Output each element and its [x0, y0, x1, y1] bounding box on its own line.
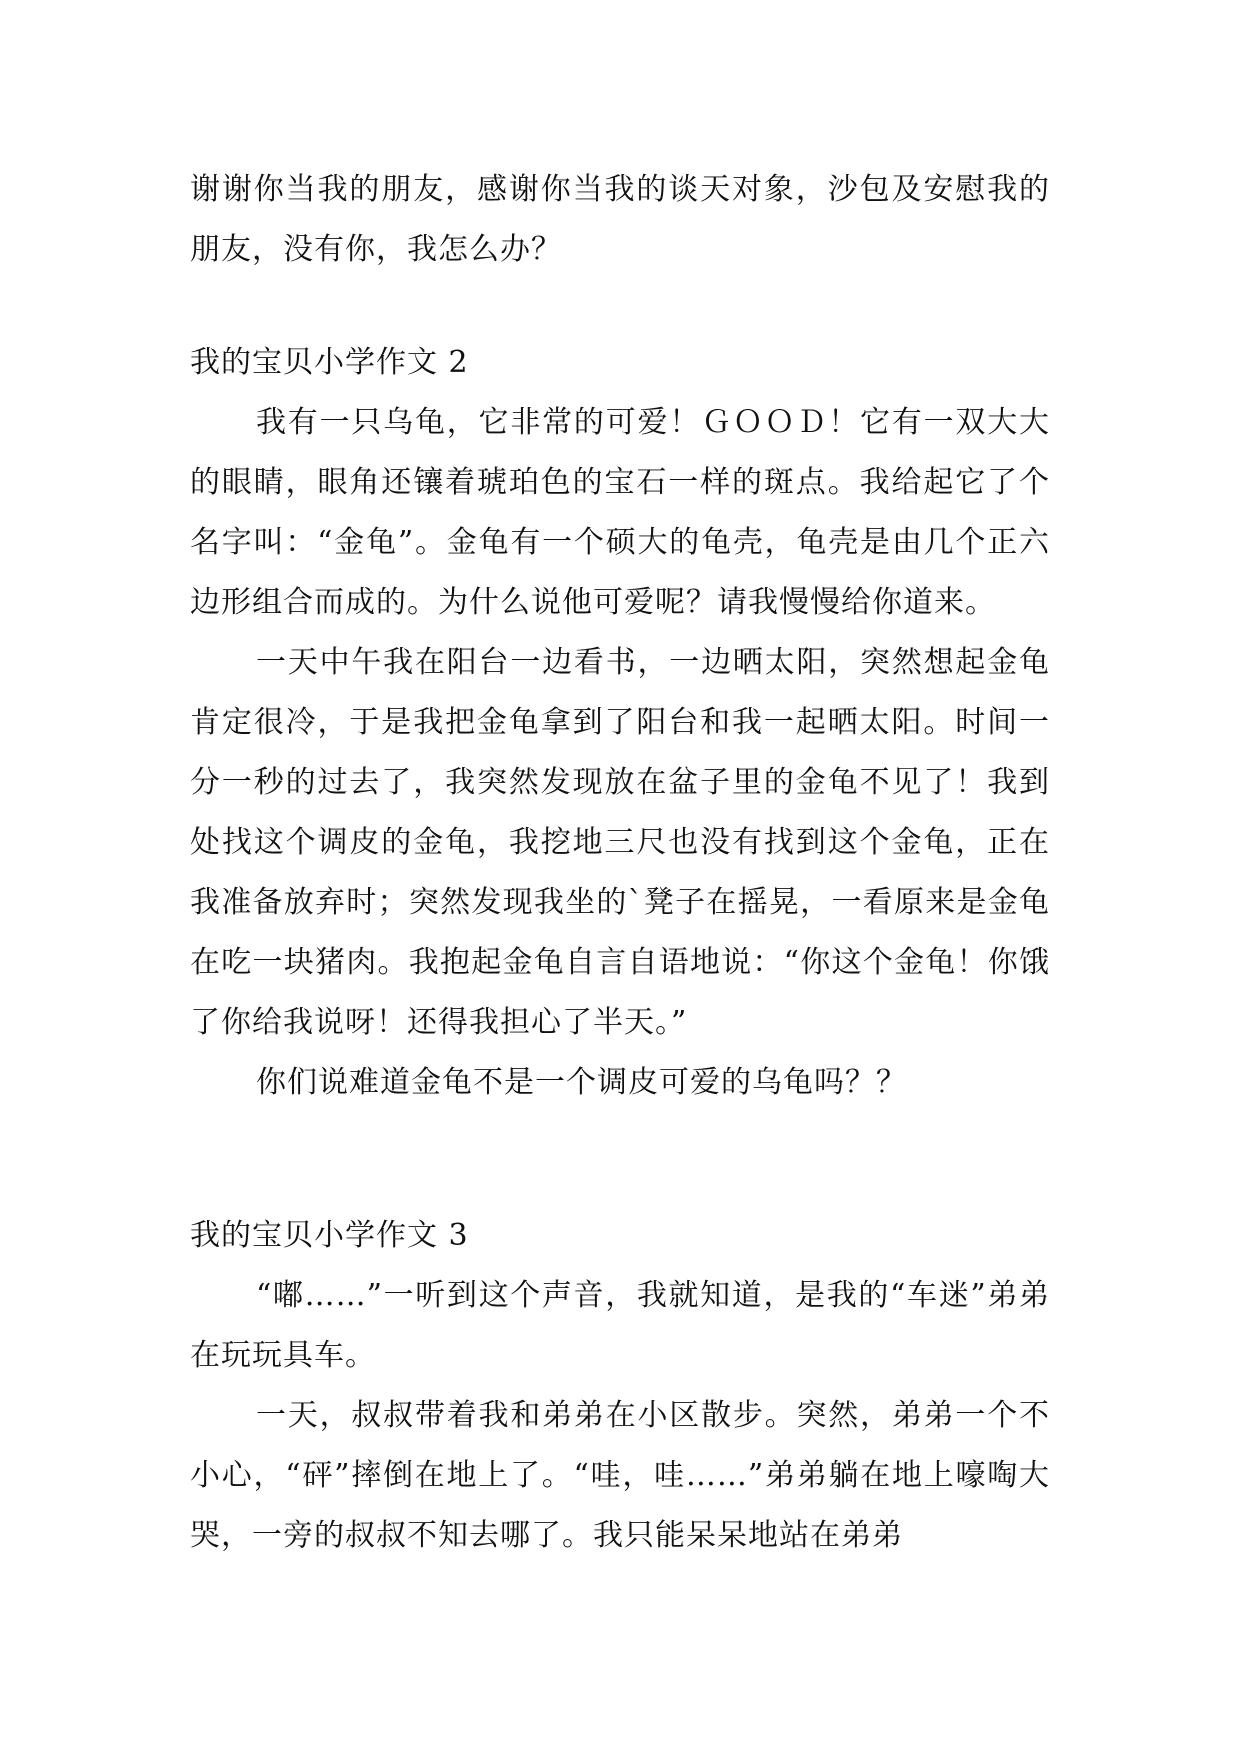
essay-3-section: [190, 1206, 1050, 1566]
intro-closing-paragraph: 谢谢你当我的朋友，感谢你当我的谈天对象，沙包及安慰我的朋友，没有你，我怎么办？: [190, 172, 1050, 267]
intro-section: [190, 160, 1050, 280]
essay-3-title: 我的宝贝小学作文 3: [190, 1218, 469, 1253]
essay-3-paragraph-1: “嘟……”一听到这个声音，我就知道，是我的“车迷”弟弟在玩玩具车。: [190, 1278, 1050, 1373]
essay-2-section: [190, 333, 1050, 1113]
essay-2-paragraph-1: 我有一只乌龟，它非常的可爱！ＧＯＯＤ！它有一双大大的眼睛，眼角还镶着琥珀色的宝石一样的斑点。我给起它了个名字叫：“金龟”。金龟有一个硕大的龟壳，龟壳是由几个正六边形组合而成的。为什么说他可爱呢？请我慢慢给你道来。: [190, 405, 1050, 620]
essay-3-paragraph-2: 一天，叔叔带着我和弟弟在小区散步。突然，弟弟一个不小心，“砰”摔倒在地上了。“哇，哇……”弟弟躺在地上嚎啕大哭，一旁的叔叔不知去哪了。我只能呆呆地站在弟弟: [190, 1398, 1050, 1553]
essay-2-paragraph-3: 你们说难道金龟不是一个调皮可爱的乌龟吗？？: [256, 1065, 907, 1100]
essay-2-paragraph-2: 一天中午我在阳台一边看书，一边晒太阳，突然想起金龟肯定很冷，于是我把金龟拿到了阳台和我一起晒太阳。时间一分一秒的过去了，我突然发现放在盆子里的金龟不见了！我到处找这个调皮的金龟，我挖地三尺也没有找到这个金龟，正在我准备放弃时；突然发现我坐的`凳子在摇晃，一看原来是金龟在吃一块猪肉。我抱起金龟自言自语地说：“你这个金龟！你饿了你给我说呀！还得我担心了半天。”: [190, 645, 1050, 1040]
essay-2-title: 我的宝贝小学作文 2: [190, 345, 469, 380]
